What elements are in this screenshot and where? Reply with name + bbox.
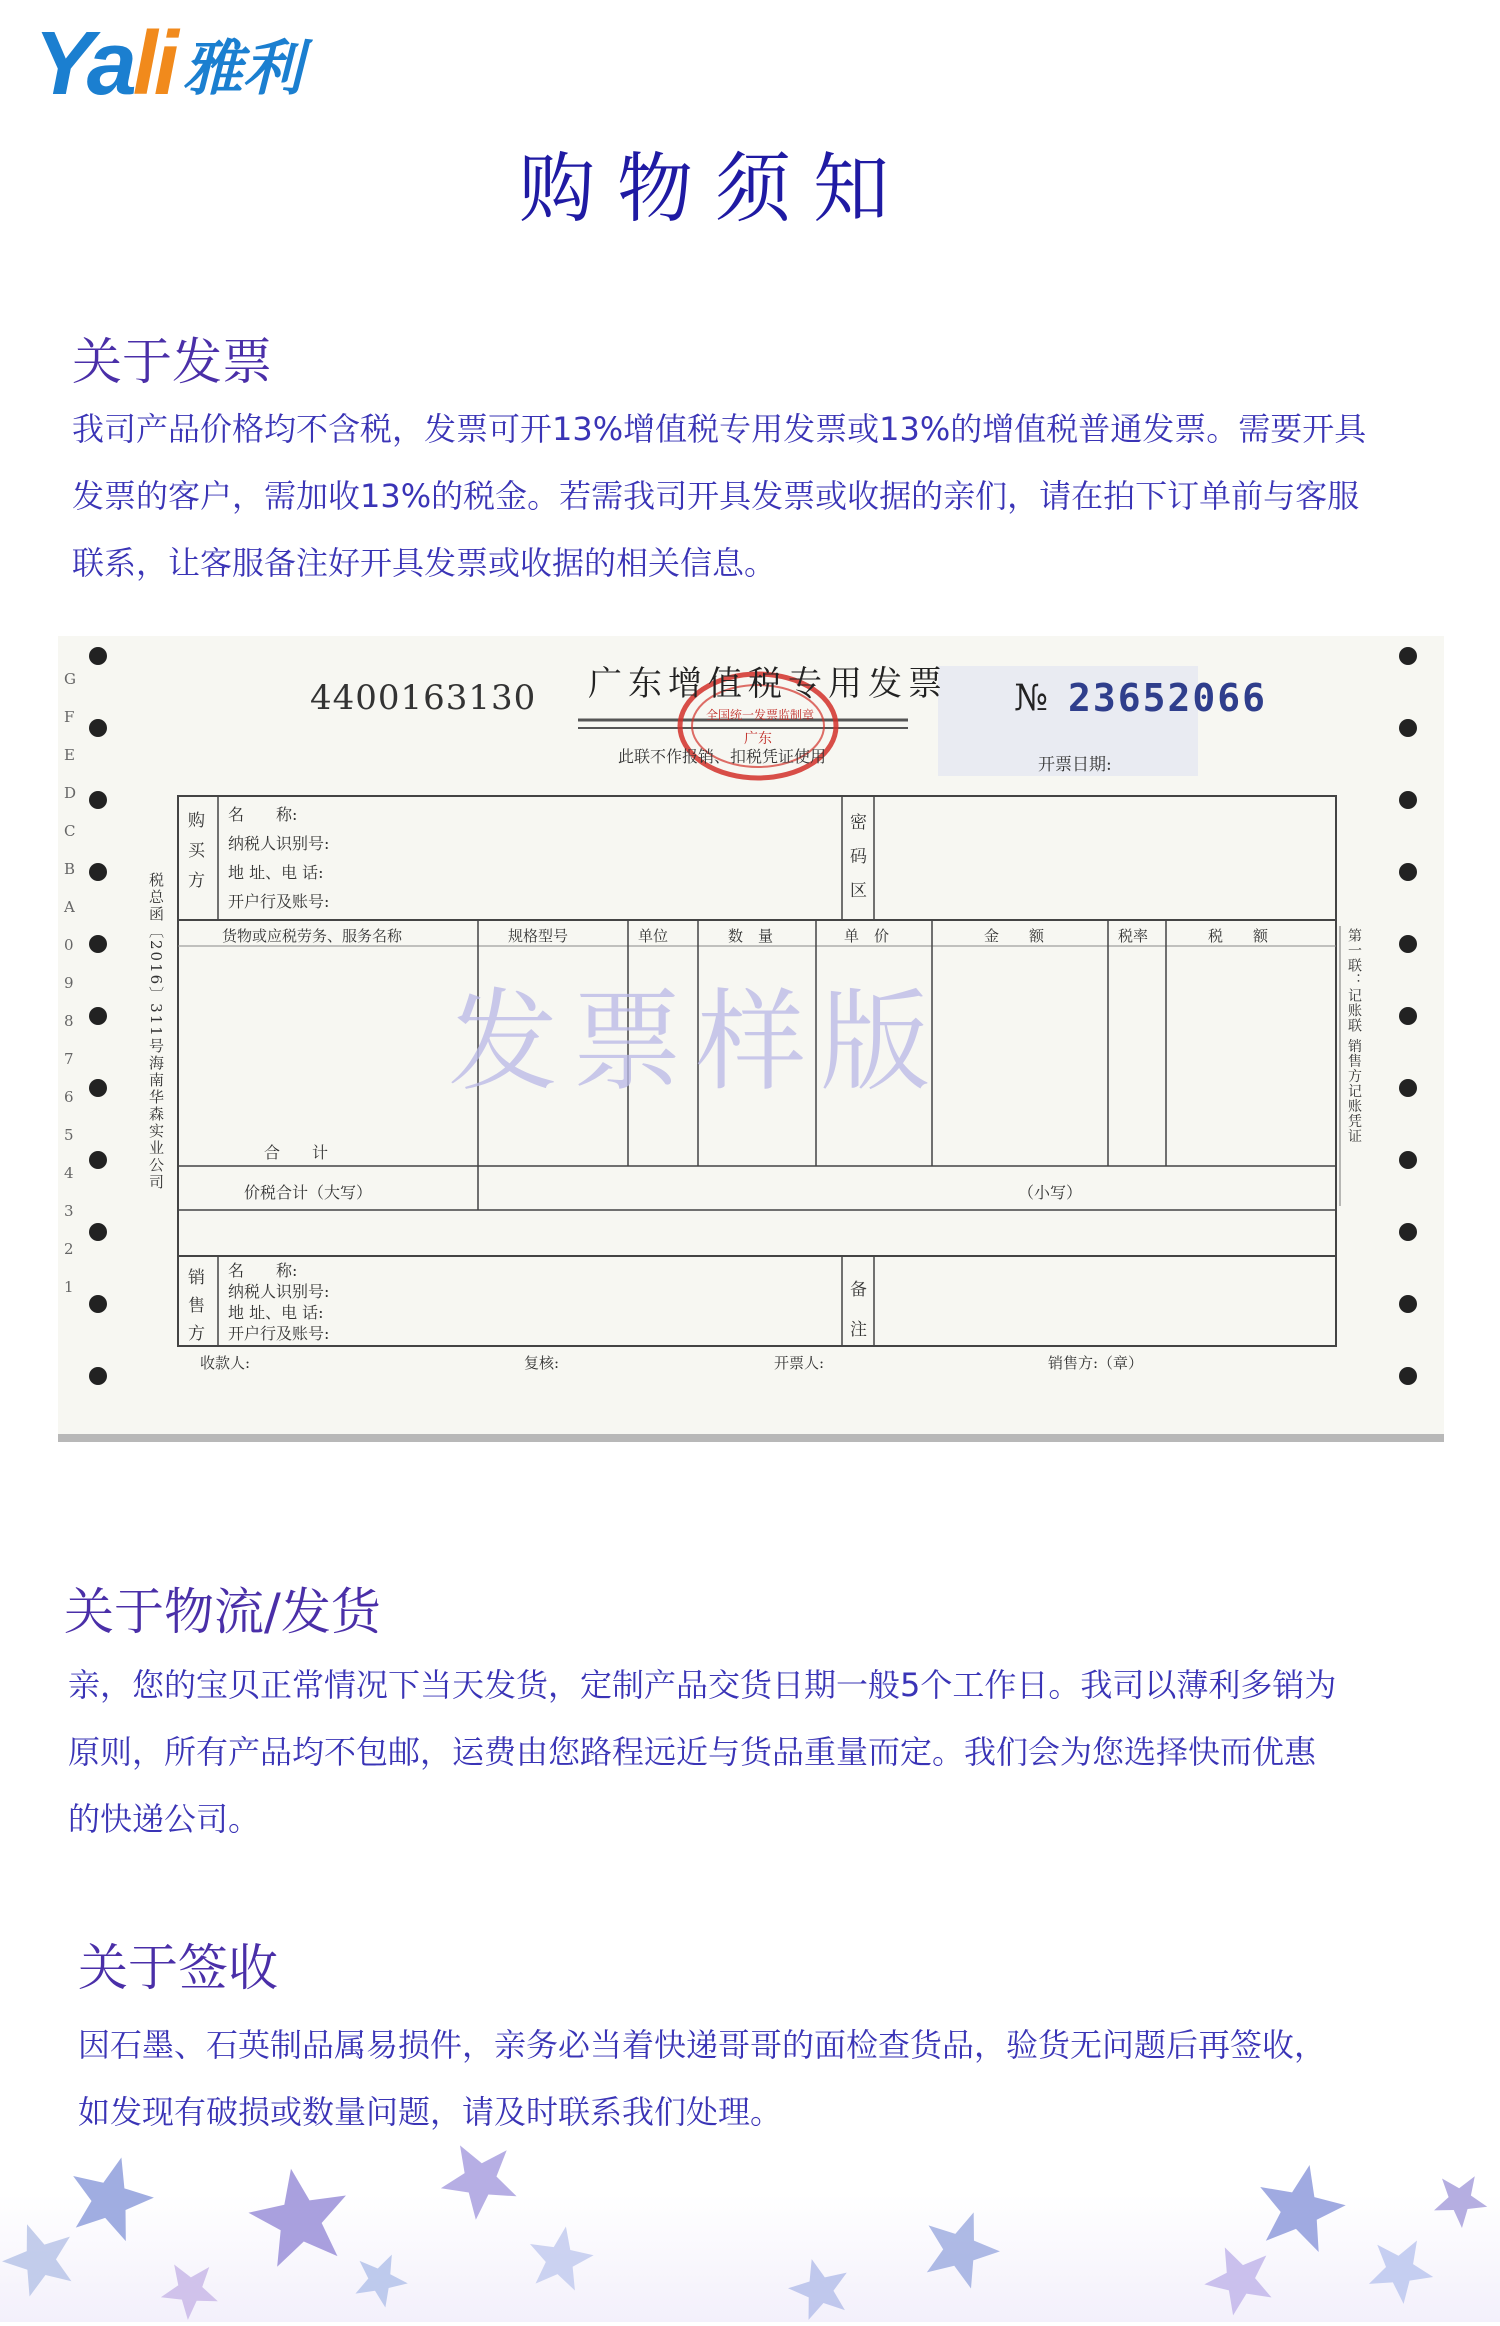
text-line: 联系，让客服备注好开具发票或收据的相关信息。 xyxy=(72,544,777,582)
column-header: 金 额 xyxy=(984,927,1045,945)
small-label: （小写） xyxy=(1018,1183,1083,1202)
margin-letter: B xyxy=(64,860,76,878)
maple-leaf-icon xyxy=(1422,2161,1495,2234)
section-title-invoice: 关于发票 xyxy=(72,333,272,391)
invoice-margin-letters xyxy=(64,660,76,1306)
stamp-sub: 广东 xyxy=(744,731,772,747)
margin-letter: 0 xyxy=(64,936,74,954)
maple-leaf-icon xyxy=(1250,2156,1353,2256)
column-header: 货物或应税劳务、服务名称 xyxy=(222,927,403,945)
perforation-hole xyxy=(89,863,107,881)
maple-leaves-decoration xyxy=(0,2140,1500,2322)
maple-leaf-icon xyxy=(60,2147,161,2246)
perforation-hole xyxy=(1399,1079,1417,1097)
password-area-label: 密 码 区 xyxy=(850,813,867,901)
invoice-date-label: 开票日期: xyxy=(1038,755,1112,775)
maple-leaf-icon xyxy=(523,2221,597,2293)
column-header: 规格型号 xyxy=(508,927,569,945)
text-line: 亲，您的宝贝正常情况下当天发货，定制产品交货日期一般5个工作日。我司以薄利多销为 xyxy=(68,1666,1337,1704)
column-header: 单 价 xyxy=(844,927,890,945)
invoice-number: 23652066 xyxy=(1068,676,1268,720)
column-header: 税 额 xyxy=(1208,927,1269,945)
column-header: 数 量 xyxy=(728,927,774,945)
column-header: 税率 xyxy=(1118,927,1149,945)
remarks-label: 备 注 xyxy=(850,1280,867,1340)
total-label: 价税合计（大写） xyxy=(244,1183,373,1202)
maple-leaf-icon xyxy=(0,2212,84,2301)
perforation-hole xyxy=(1399,1151,1417,1169)
invoice-left-vertical-text: 税总函〔2016〕311号海南华森实业公司 xyxy=(147,872,165,1191)
reviewer-label: 复核: xyxy=(524,1354,560,1372)
section-body-receipt xyxy=(78,2012,1326,2146)
brand-logo-chinese: 雅利 xyxy=(182,34,303,104)
payee-label: 收款人: xyxy=(200,1354,251,1372)
buyer-label: 购 买 方 xyxy=(188,811,205,891)
margin-letter: 7 xyxy=(64,1050,74,1068)
invoice-code: 4400163130 xyxy=(310,678,537,718)
perforation-hole xyxy=(1399,647,1417,665)
perforation-hole xyxy=(1399,1295,1417,1313)
column-header: 单位 xyxy=(638,927,669,945)
section-title-receipt: 关于签收 xyxy=(78,1939,278,1997)
margin-letter: E xyxy=(64,746,75,764)
invoice-usage-note: 此联不作报销、扣税凭证使用 xyxy=(618,747,827,766)
margin-letter: G xyxy=(64,670,76,688)
perforation-hole xyxy=(89,935,107,953)
sum-label: 合 计 xyxy=(264,1143,329,1162)
margin-letter: 1 xyxy=(64,1278,74,1296)
perforation-hole xyxy=(89,791,107,809)
brand-logo xyxy=(34,14,303,114)
maple-leaf-icon xyxy=(1358,2224,1445,2310)
maple-leaf-icon xyxy=(242,2160,356,2270)
perforation-hole xyxy=(1399,1223,1417,1241)
perforation-hole xyxy=(89,1151,107,1169)
margin-letter: 4 xyxy=(64,1164,74,1182)
perforation-hole xyxy=(89,1223,107,1241)
maple-leaf-icon xyxy=(427,2140,529,2227)
maple-leaf-icon xyxy=(782,2251,856,2322)
text-line: 的快递公司。 xyxy=(68,1800,261,1838)
margin-letter: 5 xyxy=(64,1126,74,1144)
decorative-leaf-footer xyxy=(0,2140,1500,2322)
perforation-hole xyxy=(89,1295,107,1313)
section-title-logistics: 关于物流/发货 xyxy=(64,1583,381,1641)
perforation-hole xyxy=(1399,863,1417,881)
margin-letter: 9 xyxy=(64,974,74,992)
brand-logo-latin: Yali xyxy=(34,14,175,114)
invoice-sample-image xyxy=(58,636,1444,1442)
margin-letter: 6 xyxy=(64,1088,74,1106)
perforation-hole xyxy=(1399,1007,1417,1025)
invoice-watermark: 发票样版 xyxy=(448,978,944,1106)
perforation-hole xyxy=(89,1007,107,1025)
perforation-hole xyxy=(89,719,107,737)
text-line: 如发现有破损或数量问题，请及时联系我们处理。 xyxy=(78,2093,783,2131)
maple-leaf-icon xyxy=(153,2249,232,2322)
text-line: 发票的客户，需加收13%的税金。若需我司开具发票或收据的亲们，请在拍下订单前与客服 xyxy=(72,477,1360,515)
invoice-title: 广东增值税专用发票 xyxy=(588,664,948,704)
invoice-right-vertical-text: 第一联：记账联 销售方记账凭证 xyxy=(1346,928,1362,1144)
perforation-hole xyxy=(1399,719,1417,737)
section-body-invoice xyxy=(72,396,1366,597)
perforation-hole xyxy=(89,647,107,665)
seller-fields: 名 称: 纳税人识别号: 地 址、电 话: 开户行及账号: xyxy=(228,1261,330,1343)
margin-letter: D xyxy=(64,784,77,802)
maple-leaf-icon xyxy=(346,2243,416,2311)
perforation-hole xyxy=(89,1079,107,1097)
perforation-hole xyxy=(1399,1367,1417,1385)
perforation-hole xyxy=(1399,935,1417,953)
page-title: 购物须知 xyxy=(519,144,911,233)
text-line: 原则，所有产品均不包邮，运费由您路程远近与货品重量而定。我们会为您选择快而优惠 xyxy=(68,1733,1317,1771)
seller-label: 销 售 方 xyxy=(188,1268,205,1344)
drawer-label: 开票人: xyxy=(774,1354,825,1372)
stamp-text: 全国统一发票监制章 xyxy=(706,708,815,722)
section-body-logistics xyxy=(68,1652,1336,1853)
perforation-hole xyxy=(1399,791,1417,809)
margin-letter: C xyxy=(64,822,76,840)
maple-leaf-icon xyxy=(1194,2233,1284,2321)
invoice-no-symbol: № xyxy=(1014,678,1049,719)
text-line: 因石墨、石英制品属易损件，亲务必当着快递哥哥的面检查货品，验货无问题后再签收， xyxy=(78,2026,1327,2064)
margin-letter: 3 xyxy=(64,1202,74,1220)
seller-seal-label: 销售方:（章） xyxy=(1048,1354,1144,1372)
margin-letter: A xyxy=(64,898,75,916)
perforation-hole xyxy=(89,1367,107,1385)
maple-leaf-icon xyxy=(913,2199,1009,2293)
margin-letter: 2 xyxy=(64,1240,74,1258)
text-line: 我司产品价格均不含税，发票可开13%增值税专用发票或13%的增值税普通发票。需要开具 xyxy=(72,410,1367,448)
buyer-fields: 名 称: 纳税人识别号: 地 址、电 话: 开户行及账号: xyxy=(228,805,330,911)
margin-letter: F xyxy=(64,708,75,726)
margin-letter: 8 xyxy=(64,1012,74,1030)
